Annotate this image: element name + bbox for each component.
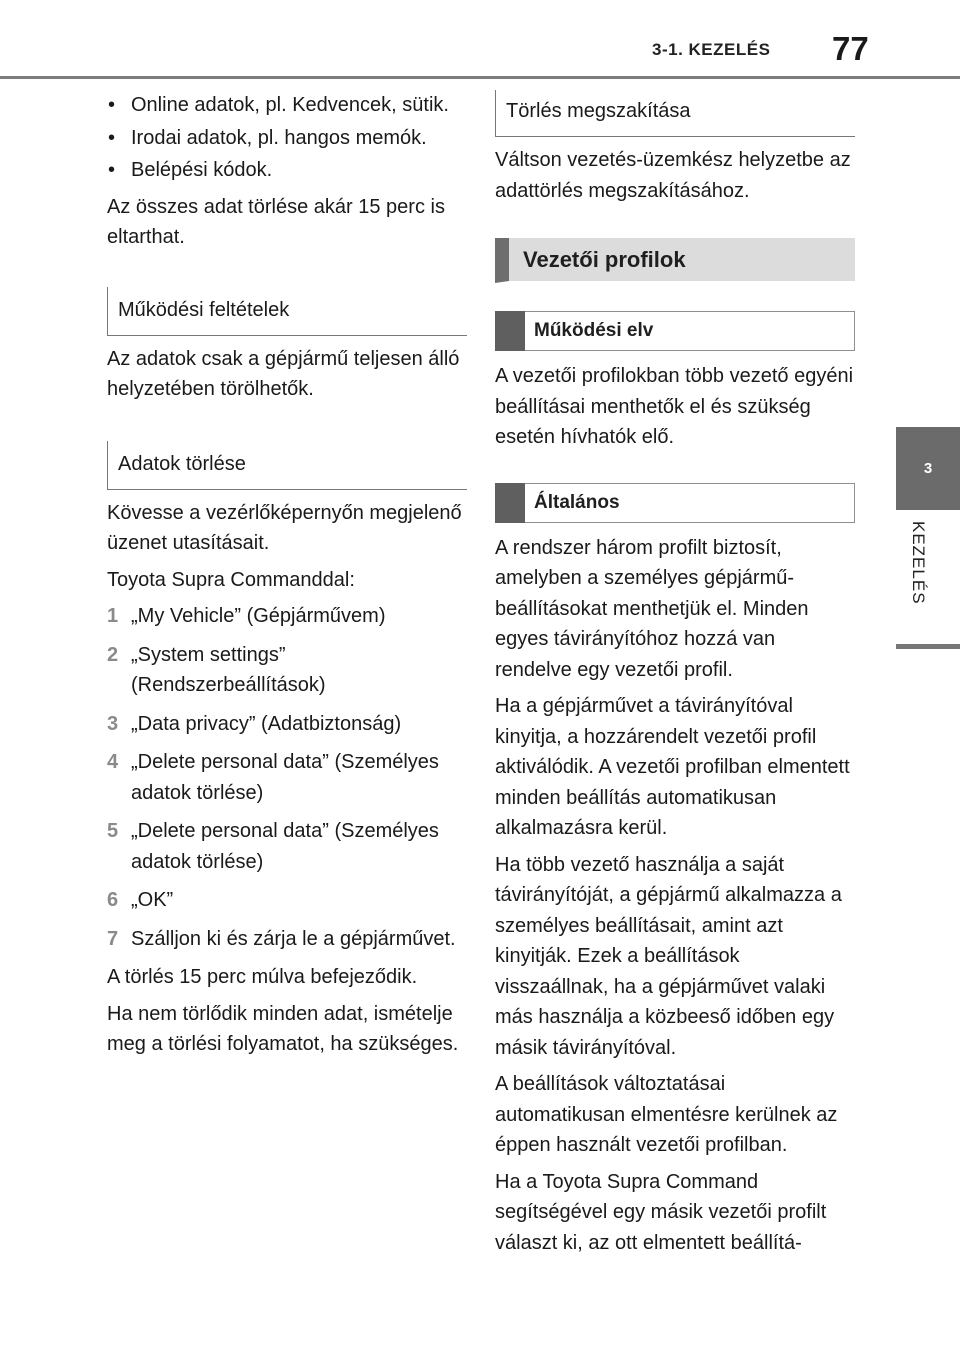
box-heading-principle: Működési elv [495,311,855,351]
step-item [107,924,467,955]
step-item [107,640,467,701]
step-text: „OK” [131,889,174,911]
step-text: „My Vehicle” (Gépjárművem) [131,605,386,627]
chapter-tab-label: KEZELÉS [909,521,928,605]
subheading-delete: Adatok törlése [107,441,467,490]
step-number: 1 [107,605,119,627]
section-heading-profiles: Vezetői profilok [495,238,855,283]
general-paragraph: Ha több vezető használja a saját távirányítóját, a gépjármű alkalmazza a személyes beállításait, amint azt kinyitják. Ezek a beállítások visszaállnak, ha a gépjárművet valaki más használja a közbeeső időben egy másik távirányítóval. [495,853,842,1059]
principle-text: A vezetői profilokban több vezető egyéni beállításai menthetők el és szükség esetén hívhatók elő. [495,365,854,448]
subheading-cancel: Törlés megszakítása [495,90,855,137]
bullet-item: • Online adatok, pl. Kedvencek, sütik. [107,90,467,121]
right-column [495,90,855,1258]
step-item [107,601,467,632]
step-number: 7 [107,927,119,950]
step-text: „Data privacy” (Adatbiztonság) [131,712,402,735]
step-text: „System settings” (Rendszerbeállítások) [131,643,326,696]
header-divider [0,76,960,79]
step-text: „Delete personal data” (Személyes adatok törlése) [131,751,439,804]
general-paragraph: A rendszer három profilt biztosít, amelyben a személyes gépjármű-beállításokat menthetjük el. Minden egyes távirányítóhoz hozzá van rendelve egy vezetői profil. [495,536,809,681]
duration-note: Az összes adat törlése akár 15 perc is eltarthat. [107,195,445,248]
general-paragraph: Ha a Toyota Supra Command segítségével egy másik vezetői profilt választ ki, az ott elmentett beállítá- [495,1170,827,1254]
step-item [107,885,467,916]
step-number: 5 [107,820,119,842]
step-item [107,816,467,877]
step-text: „Delete personal data” (Személyes adatok törlése) [131,820,439,873]
conditions-text: Az adatok csak a gépjármű teljesen álló helyzetében törölhetők. [107,347,460,400]
step-number: 4 [107,751,119,773]
cancel-text: Váltson vezetés-üzemkész helyzetbe az adattörlés megszakításához. [495,149,851,202]
subheading-conditions: Működési feltételek [107,287,467,336]
step-number: 2 [107,643,119,666]
bullet-item: • Belépési kódok. [107,155,467,186]
finish-note: A törlés 15 perc múlva befejeződik. [107,966,418,988]
step-item [107,747,467,808]
delete-intro: Kövesse a vezérlőképernyőn megjelenő üzenet utasításait. [107,501,462,554]
general-paragraph: Ha a gépjárművet a távirányítóval kinyitja, a hozzárendelt vezetői profil aktiválódik. A vezetői profilban elmentett minden beállítás automatikusan alkalmazásra kerül. [495,695,850,839]
chapter-tab-number: 3 [896,427,960,510]
section-title: 3-1. KEZELÉS [652,40,771,59]
page-number: 77 [832,30,869,67]
step-item [107,709,467,740]
box-heading-general: Általános [495,483,855,523]
retry-note: Ha nem törlődik minden adat, ismételje meg a törlési folyamatot, ha szükséges. [107,1002,459,1055]
bullet-item: • Irodai adatok, pl. hangos memók. [107,123,467,154]
step-text: Szálljon ki és zárja le a gépjárművet. [131,927,456,950]
step-number: 6 [107,889,119,911]
general-paragraph: A beállítások változtatásai automatikusan elmentésre kerülnek az éppen használt vezetői profilban. [495,1073,838,1156]
left-column [107,90,467,1060]
step-number: 3 [107,712,119,735]
commander-intro: Toyota Supra Commanddal: [107,568,355,591]
